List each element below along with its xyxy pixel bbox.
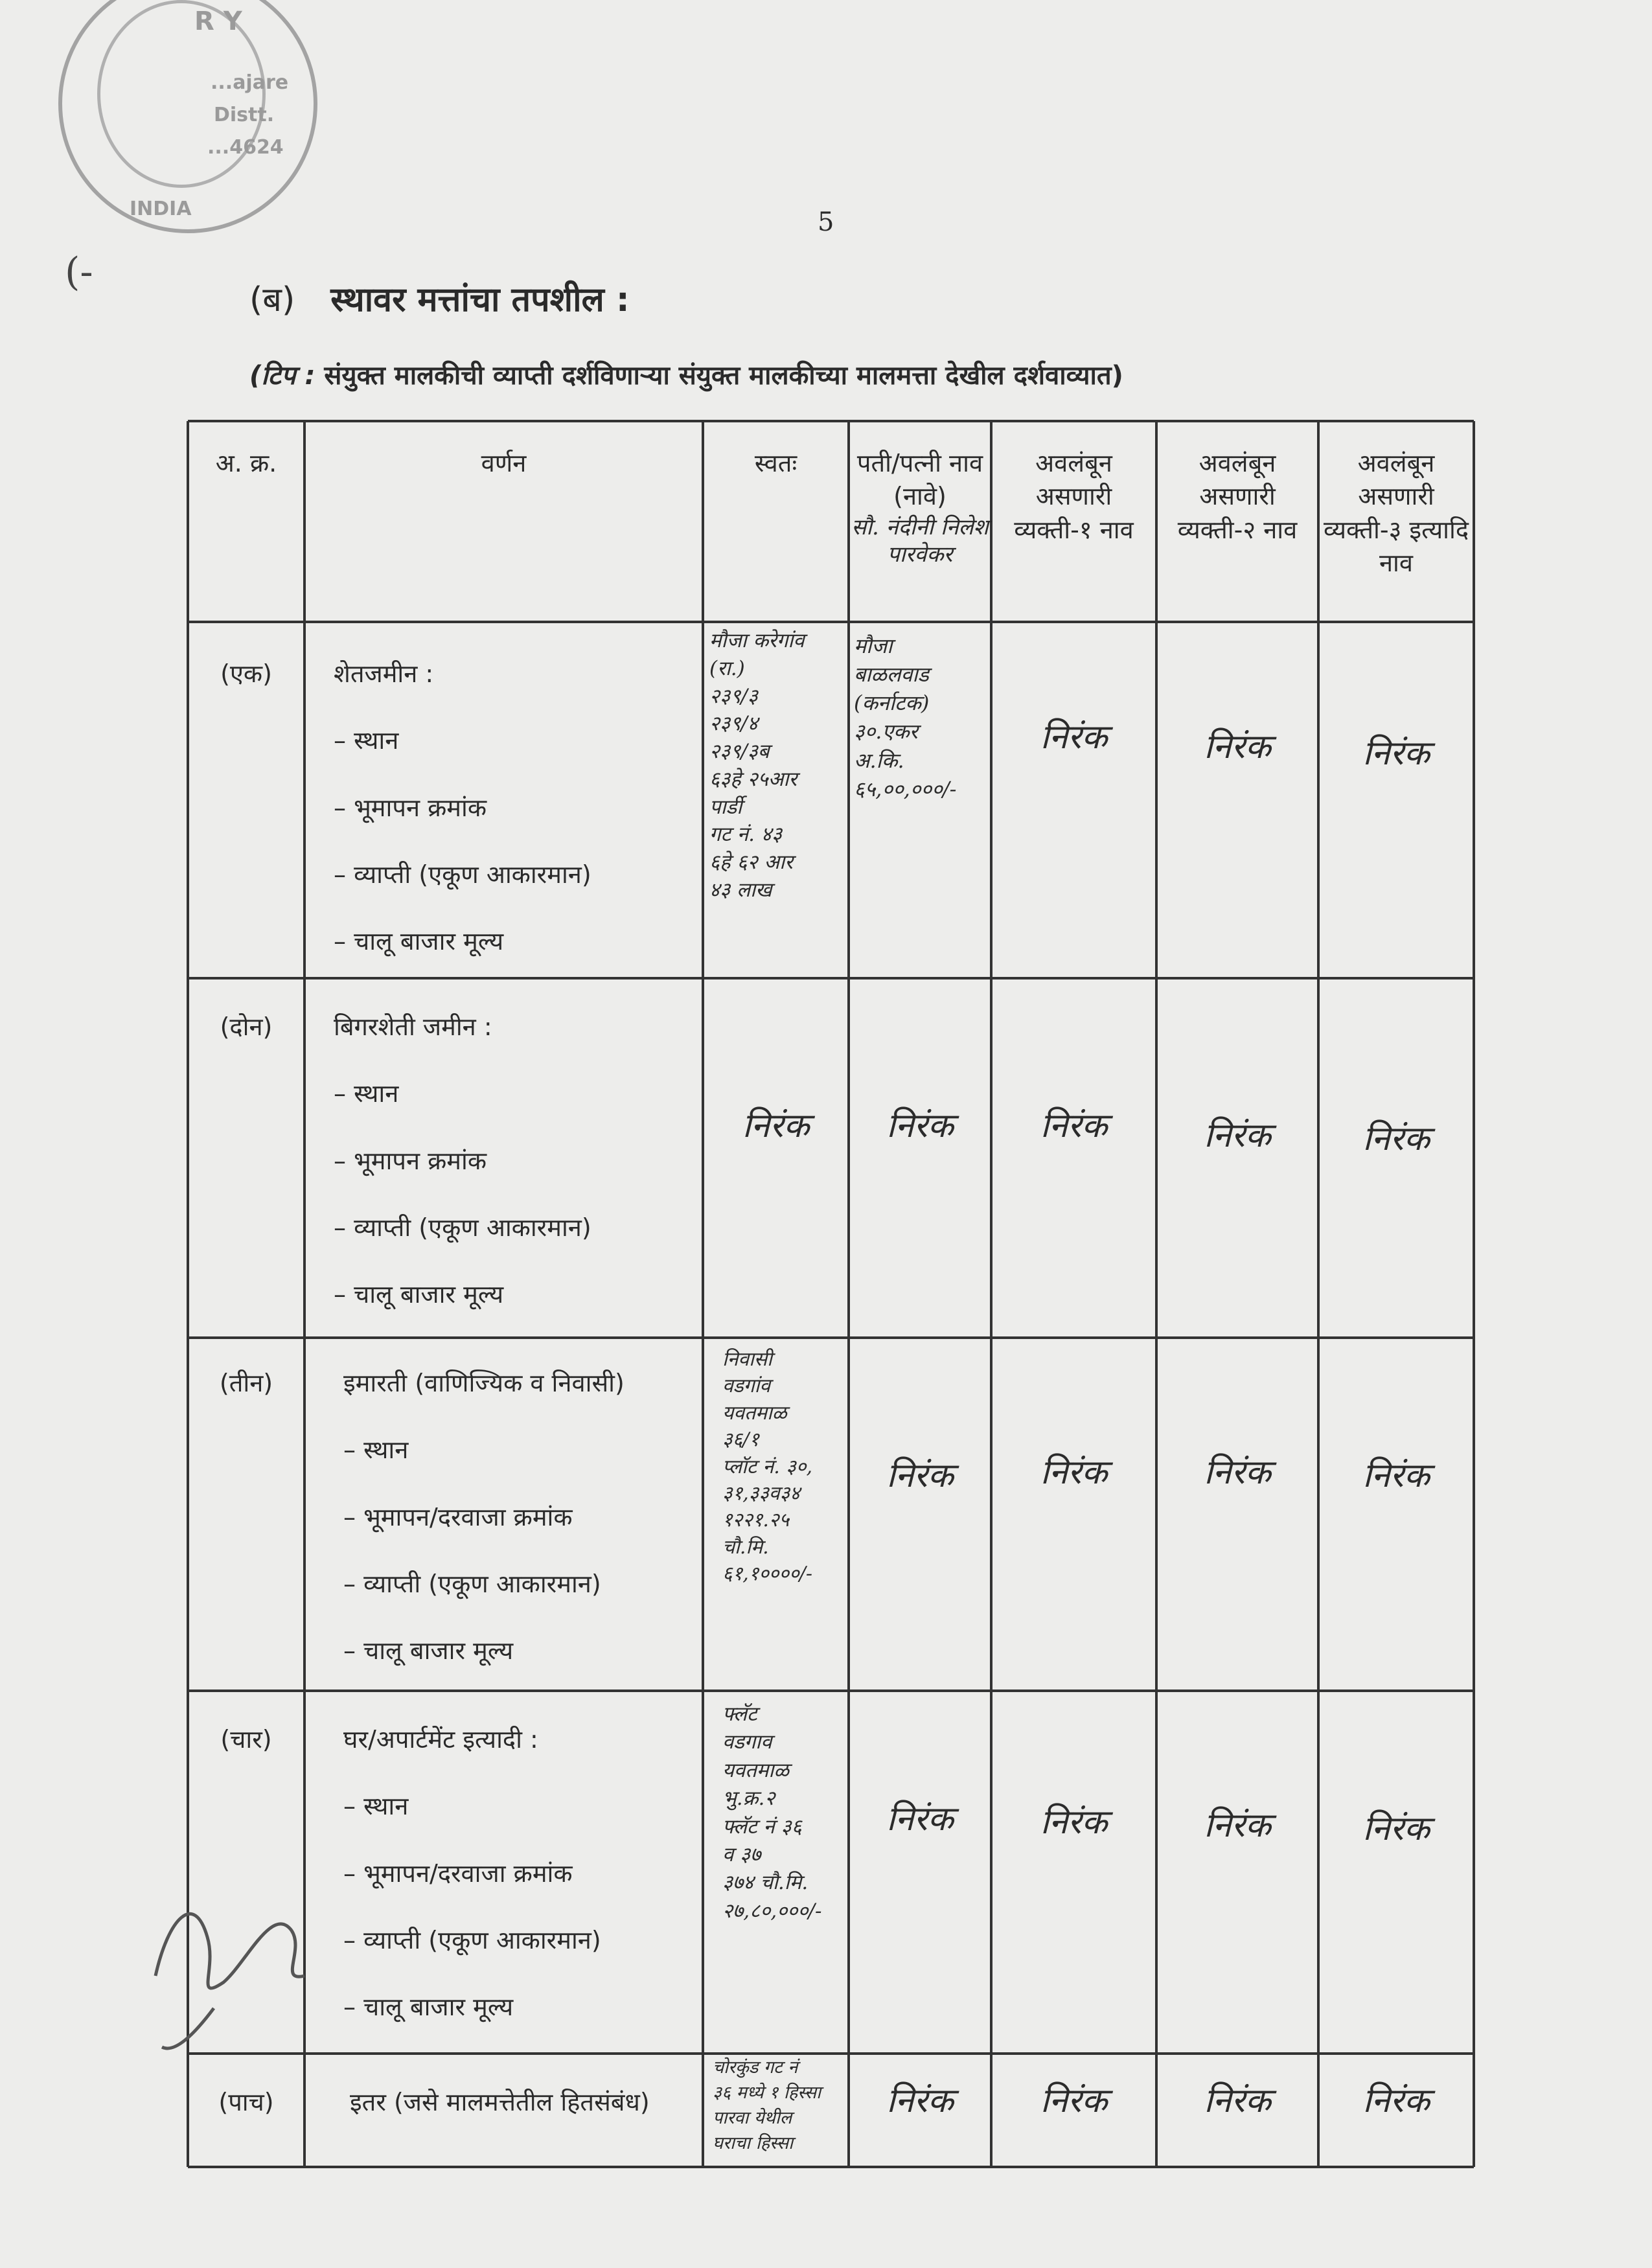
row-1-serial: (एक): [220, 659, 272, 688]
row-4-description: [343, 1723, 703, 2057]
handwritten-line: ६३हे २५आर: [709, 767, 797, 791]
handwritten-line: वडगाव: [722, 1730, 772, 1754]
handwritten-line: (कर्नाटक): [854, 691, 930, 716]
handwritten-line: मौजा करेगांव (रा.): [709, 629, 805, 680]
handwritten-line: गट नं. ४३: [709, 823, 783, 847]
row-title: इमारती (वाणिज्यिक व निवासी): [343, 1369, 625, 1397]
row-3-self-value: [722, 1346, 849, 1588]
handwritten-line: ६१,१००००/-: [722, 1563, 812, 1586]
section-title: स्थावर मत्तांचा तपशील :: [330, 281, 630, 319]
row-5-description: इतर (जसे मालमत्तेतील हितसंबंध): [350, 2088, 650, 2116]
row-1-dep3-value: निरंक: [1362, 734, 1430, 773]
page-number: 5: [818, 207, 834, 237]
handwritten-line: मौजा: [854, 634, 893, 658]
note-prefix: (टिप :: [249, 361, 315, 391]
handwritten-line: २७,८०,०००/-: [722, 1899, 822, 1923]
row-3-dep1-value: निरंक: [1040, 1453, 1108, 1492]
row-2-spouse-value: निरंक: [886, 1106, 954, 1145]
handwritten-line: २३९/४: [709, 712, 758, 736]
row-2-description: [334, 1011, 696, 1345]
row-title: घर/अपार्टमेंट इत्यादी :: [343, 1725, 538, 1754]
row-subitem: – भूमापन क्रमांक: [334, 1146, 487, 1175]
handwritten-line: निवासी: [722, 1348, 772, 1371]
row-1-dep1-value: निरंक: [1040, 718, 1108, 757]
row-subitem: – व्याप्ती (एकूण आकारमान): [343, 1569, 601, 1598]
row-4-dep3-value: निरंक: [1362, 1809, 1430, 1848]
handwritten-line: बाळलवाड: [854, 662, 929, 687]
signature-scribble: [155, 1914, 304, 2048]
handwritten-line: फ्लॅट: [722, 1702, 757, 1726]
handwritten-line: ३६/१: [722, 1428, 759, 1452]
row-5-dep2-value: निरंक: [1204, 2081, 1271, 2120]
spouse-name-handwritten: सौ. नंदीनी निलेश पारवेकर: [851, 514, 989, 568]
handwritten-line: ६हे ६२ आर: [709, 851, 793, 875]
header-serial: अ. क्र.: [215, 449, 277, 477]
handwritten-line: ४३ लाख: [709, 878, 772, 902]
row-subitem: – स्थान: [334, 726, 399, 755]
stamp-text: ...4624: [207, 136, 284, 159]
row-5-dep3-value: निरंक: [1362, 2081, 1430, 2120]
handwritten-line: यवतमाळ: [722, 1758, 790, 1782]
row-subitem: – स्थान: [334, 1079, 399, 1108]
handwritten-line: चौ.मि.: [722, 1535, 769, 1559]
stamp-text: R Y: [194, 6, 242, 36]
handwritten-line: घराचा हिस्सा: [713, 2133, 794, 2154]
row-4-dep2-value: निरंक: [1204, 1806, 1271, 1845]
handwritten-line: ६५,००,०००/-: [854, 776, 957, 801]
handwritten-line: अ.कि.: [854, 748, 904, 773]
row-subitem: – चालू बाजार मूल्य: [343, 1993, 514, 2022]
handwritten-line: भु.क्र.२: [722, 1787, 775, 1811]
header-spouse: [849, 447, 991, 569]
row-subitem: – व्याप्ती (एकूण आकारमान): [334, 860, 591, 889]
row-5-self-value: [713, 2055, 849, 2157]
row-1-description: [334, 658, 696, 992]
handwritten-line: फ्लॅट नं ३६: [722, 1815, 802, 1838]
row-1-dep2-value: निरंक: [1204, 727, 1271, 766]
handwritten-line: १२२१.२५: [722, 1509, 790, 1532]
note-text: संयुक्त मालकीची व्याप्ती दर्शविणाऱ्या संयुक्त मालकीच्या मालमत्ता देखील दर्शवाव्यात): [315, 361, 1123, 391]
handwritten-line: पार्डी: [709, 795, 742, 819]
handwritten-line: वडगांव: [722, 1375, 771, 1398]
header-spouse-label: पती/पत्नी नाव (नावे): [856, 449, 983, 511]
stamp-text: Distt.: [214, 104, 275, 126]
row-title: बिगरशेती जमीन :: [334, 1013, 492, 1041]
handwritten-line: पारवा येथील: [713, 2108, 792, 2129]
row-subitem: – चालू बाजार मूल्य: [343, 1636, 514, 1666]
row-subitem: – व्याप्ती (एकूण आकारमान): [334, 1213, 591, 1242]
row-5-serial: (पाच): [218, 2088, 274, 2116]
row-3-spouse-value: निरंक: [886, 1456, 954, 1495]
row-4-spouse-value: निरंक: [886, 1800, 954, 1838]
handwritten-line: ३१,३३व३४: [722, 1482, 800, 1505]
row-4-serial: (चार): [220, 1725, 272, 1754]
handwritten-line: ३०.एकर: [854, 719, 918, 744]
handwritten-line: यवतमाळ: [722, 1401, 787, 1425]
row-2-self-value: निरंक: [742, 1106, 810, 1145]
row-subitem: – भूमापन क्रमांक: [334, 793, 487, 822]
row-3-dep3-value: निरंक: [1362, 1456, 1430, 1495]
row-subitem: – चालू बाजार मूल्य: [334, 927, 504, 956]
row-subitem: – व्याप्ती (एकूण आकारमान): [343, 1925, 601, 1954]
handwritten-line: ३७४ चौ.मि.: [722, 1871, 809, 1895]
header-description: वर्णन: [481, 449, 527, 477]
row-subitem: – भूमापन/दरवाजा क्रमांक: [343, 1502, 573, 1531]
handwritten-line: व ३७: [722, 1842, 761, 1866]
handwritten-line: २३९/३: [709, 684, 758, 708]
row-3-serial: (तीन): [219, 1369, 273, 1397]
row-1-spouse-value: [854, 632, 990, 803]
row-2-serial: (दोन): [220, 1013, 273, 1041]
handwritten-line: ३६ मध्ये १ हिस्सा: [713, 2083, 821, 2103]
header-dependent-3: अवलंबून असणारी व्यक्ती-३ इत्यादि नाव: [1323, 449, 1469, 577]
row-1-self-value: [709, 627, 845, 904]
handwritten-line: २३९/३ब: [709, 740, 770, 764]
stamp-text: ...ajare: [211, 71, 289, 94]
row-subitem: – भूमापन/दरवाजा क्रमांक: [343, 1859, 573, 1888]
row-2-dep3-value: निरंक: [1362, 1119, 1430, 1158]
stamp-text: INDIA: [130, 198, 192, 220]
row-2-dep2-value: निरंक: [1204, 1116, 1271, 1155]
row-3-dep2-value: निरंक: [1204, 1453, 1271, 1492]
handwritten-line: चोरकुंड गट नं: [713, 2057, 798, 2078]
row-title: शेतजमीन :: [334, 659, 434, 688]
header-self: स्वतः: [754, 449, 797, 477]
handwritten-line: प्लॉट नं. ३०,: [722, 1455, 813, 1478]
row-subitem: – चालू बाजार मूल्य: [334, 1280, 504, 1309]
row-3-description: [343, 1367, 703, 1701]
header-dependent-2: अवलंबून असणारी व्यक्ती-२ नाव: [1177, 449, 1298, 544]
header-dependent-1: अवलंबून असणारी व्यक्ती-१ नाव: [1014, 449, 1134, 544]
row-2-dep1-value: निरंक: [1040, 1106, 1108, 1145]
row-4-self-value: [722, 1701, 849, 1925]
margin-mark: (-: [65, 249, 93, 295]
row-subitem: – स्थान: [343, 1792, 409, 1821]
row-4-dep1-value: निरंक: [1040, 1803, 1108, 1842]
row-5-spouse-value: निरंक: [886, 2081, 954, 2120]
section-label: (ब): [249, 281, 295, 319]
row-5-dep1-value: निरंक: [1040, 2081, 1108, 2120]
row-subitem: – स्थान: [343, 1436, 409, 1465]
